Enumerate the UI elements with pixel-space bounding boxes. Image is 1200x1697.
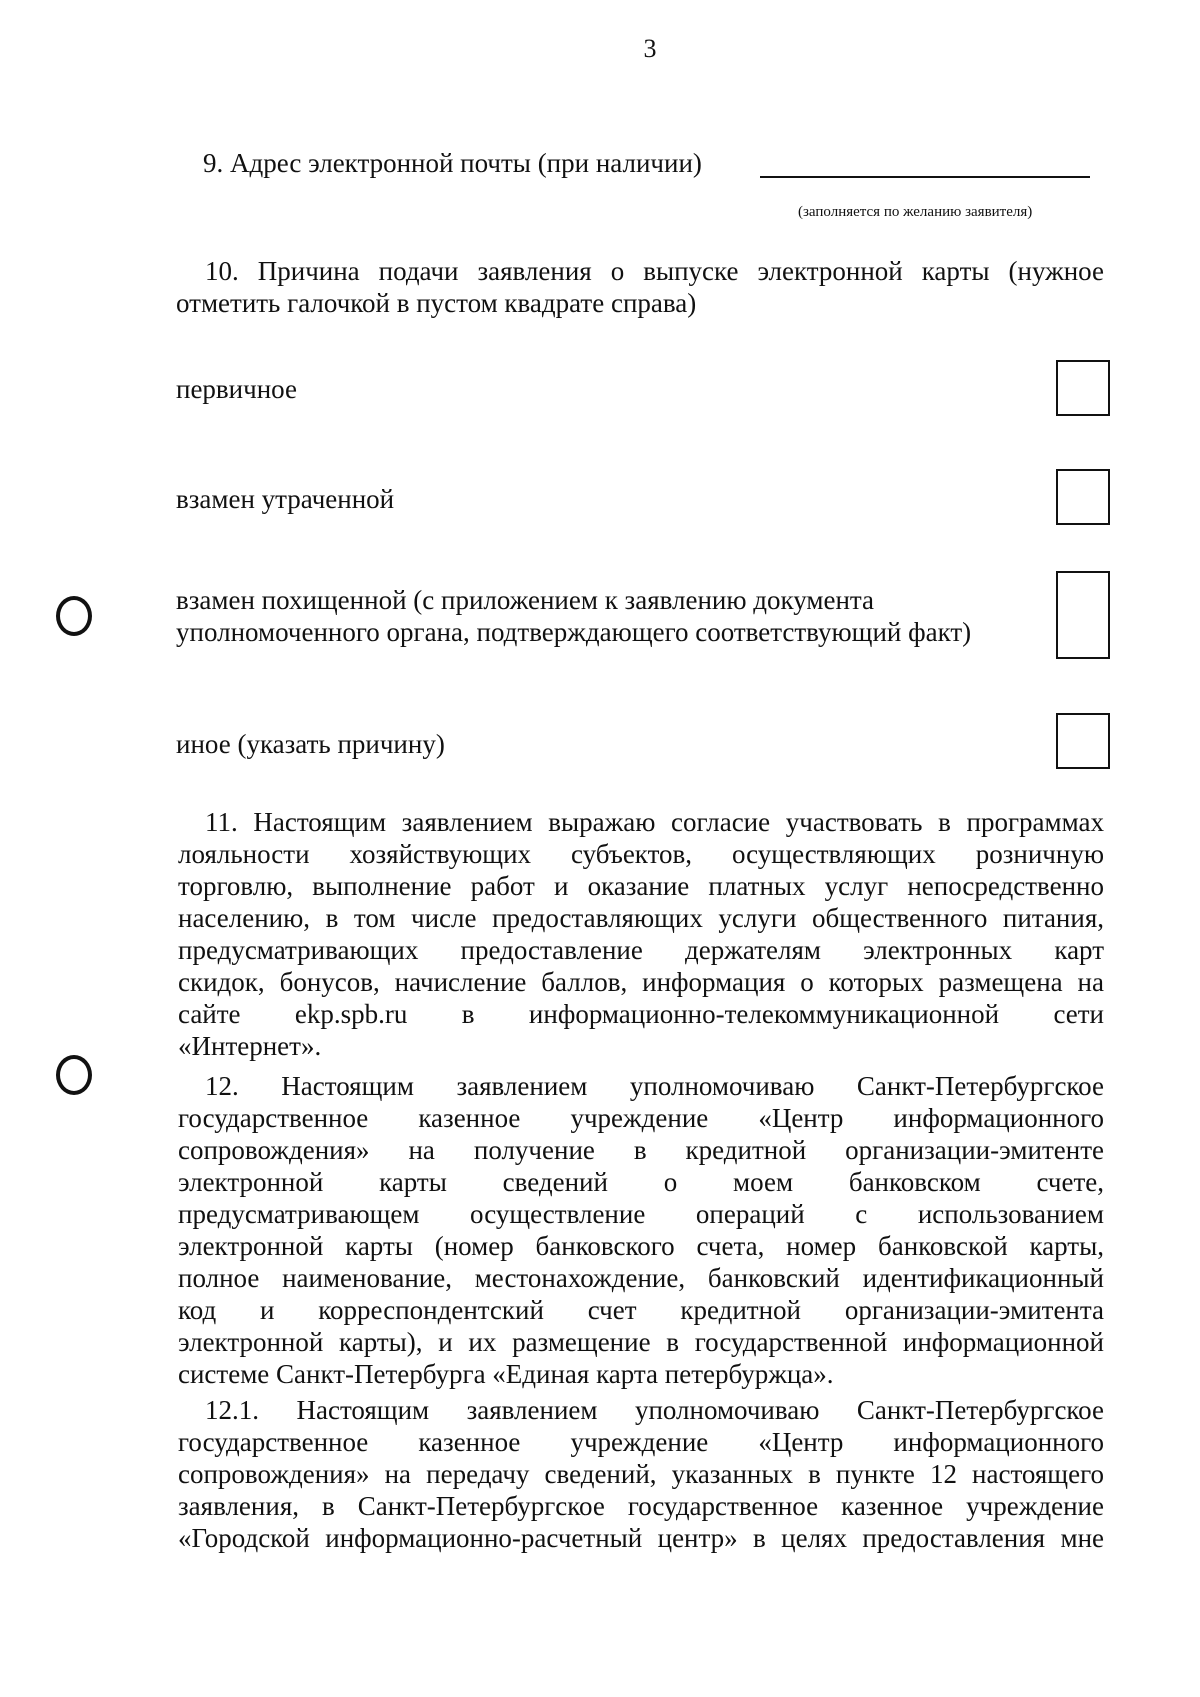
paragraph-line: сопровождения» на передачу сведений, указанных в пункте 12 настоящего [178,1459,1104,1489]
paragraph-line: системе Санкт-Петербурга «Единая карта петербуржца». [178,1359,834,1389]
paragraph-line: сопровождения» на получение в кредитной организации-эмитенте [178,1135,1104,1165]
paragraph-line: электронной карты (номер банковского счета, номер банковской карты, [178,1231,1104,1261]
paragraph-line: код и корреспондентский счет кредитной организации-эмитента [178,1295,1104,1325]
item11-paragraph [178,806,1104,1062]
paragraph-line: электронной карты сведений о моем банковском счете, [178,1167,1104,1197]
paragraph-line: торговлю, выполнение работ и оказание платных услуг непосредственно [178,871,1104,901]
email-field[interactable] [760,146,1090,178]
item10-line: отметить галочкой в пустом квадрате справа) [176,288,697,318]
paragraph-line: 12. Настоящим заявлением уполномочиваю Санкт-Петербургское [205,1071,1104,1101]
option-lost-checkbox[interactable] [1056,469,1110,525]
email-label: 9. Адрес электронной почты (при наличии) [203,148,702,178]
paragraph-line: полное наименование, местонахождение, банковский идентификационный [178,1263,1104,1293]
paragraph-line: «Интернет». [178,1031,322,1061]
paragraph-line: лояльности хозяйствующих субъектов, осуществляющих розничную [178,839,1104,869]
item12-1-paragraph [178,1394,1104,1554]
item12-paragraph [178,1070,1104,1390]
paragraph-line: государственное казенное учреждение «Центр информационного [178,1103,1104,1133]
item10-heading [176,255,1104,319]
option-label-line: уполномоченного органа, подтверждающего соответствующий факт) [176,617,972,647]
paragraph-line: 11. Настоящим заявлением выражаю согласие участвовать в программах [205,807,1104,837]
paragraph-line: «Городской информационно-расчетный центр» в целях предоставления мне [178,1523,1104,1553]
option-other-checkbox[interactable] [1056,713,1110,769]
option-stolen-checkbox[interactable] [1056,571,1110,659]
page-number: 3 [643,34,657,63]
paragraph-line: 12.1. Настоящим заявлением уполномочиваю Санкт-Петербургское [205,1395,1104,1425]
punch-hole [56,1055,92,1095]
option-label-line: взамен похищенной (с приложением к заявлению документа [176,585,875,615]
option-other-label [176,728,445,760]
email-hint: (заполняется по желанию заявителя) [798,204,1033,220]
paragraph-line: предусматривающих предоставление держателям электронных карт [178,935,1104,965]
paragraph-line: предусматривающем осуществление операций с использованием [178,1199,1104,1229]
option-label-line: иное (указать причину) [176,729,445,759]
option-lost-label [176,483,394,515]
option-stolen-label [176,584,971,648]
option-label-line: взамен утраченной [176,484,395,514]
paragraph-line: сайте ekp.spb.ru в информационно-телекоммуникационной сети [178,999,1104,1029]
punch-hole [56,596,92,636]
paragraph-line: скидок, бонусов, начисление баллов, информация о которых размещена на [178,967,1104,997]
option-primary-label [176,373,297,405]
paragraph-line: заявления, в Санкт-Петербургское государственное казенное учреждение [178,1491,1104,1521]
paragraph-line: государственное казенное учреждение «Центр информационного [178,1427,1104,1457]
paragraph-line: электронной карты), и их размещение в государственной информационной [178,1327,1104,1357]
option-label-line: первичное [176,374,297,404]
item10-line: 10. Причина подачи заявления о выпуске электронной карты (нужное [205,256,1104,286]
paragraph-line: населению, в том числе предоставляющих услуги общественного питания, [178,903,1104,933]
option-primary-checkbox[interactable] [1056,360,1110,416]
